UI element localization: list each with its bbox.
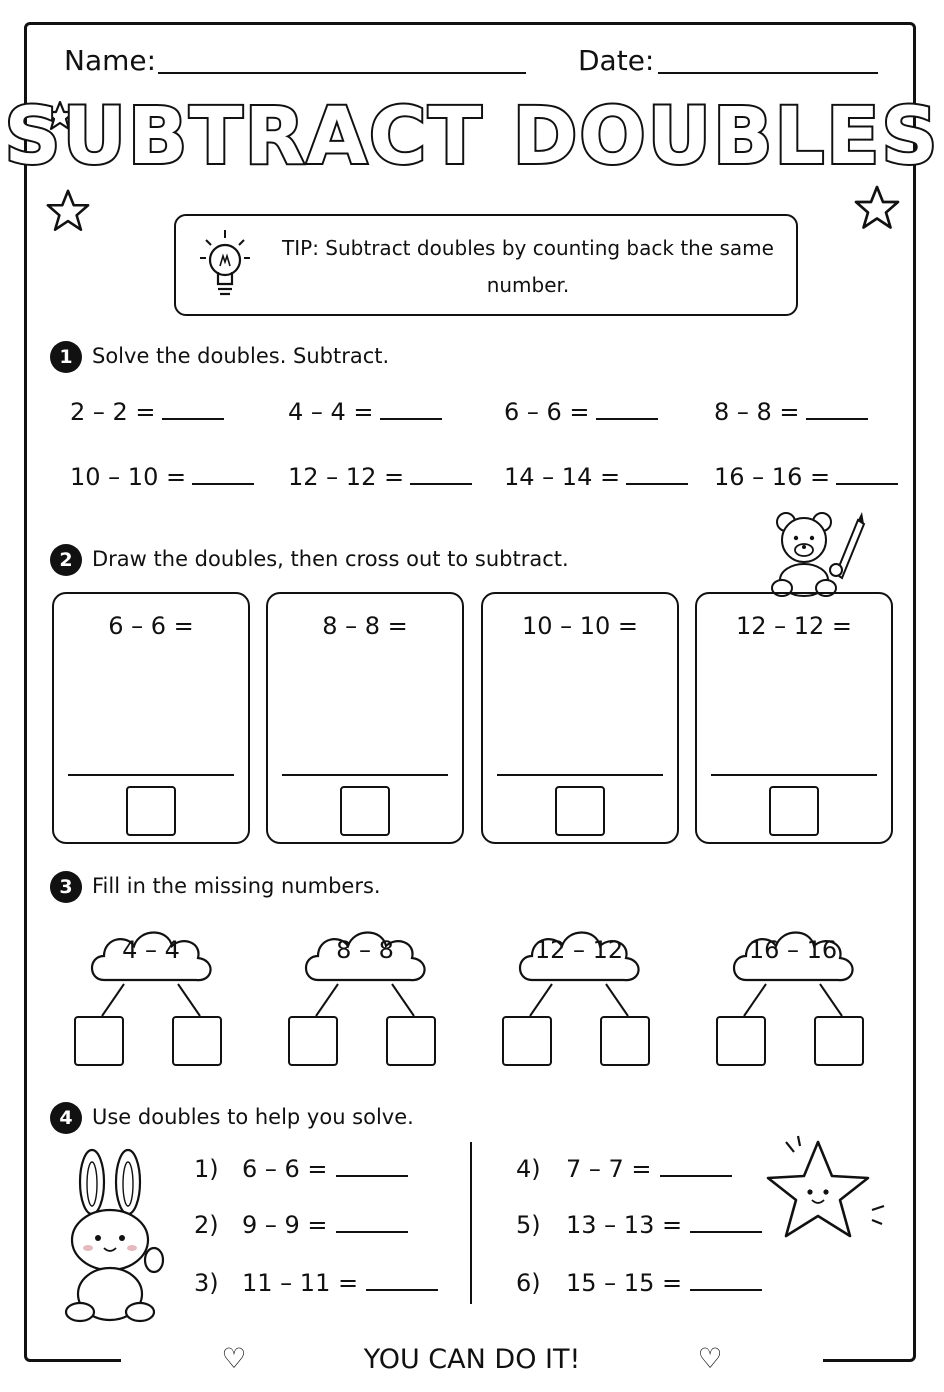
answer-box[interactable] (74, 1016, 124, 1066)
lightbulb-icon (198, 226, 252, 306)
divider (711, 774, 877, 776)
answer-blank[interactable] (192, 465, 254, 485)
bunny-icon (58, 1148, 170, 1324)
problem-item: 2 – 2 = (70, 398, 224, 426)
section-2-number: 2 (50, 544, 82, 576)
problem-item: 10 – 10 = (70, 463, 254, 491)
bond-equation: 4 – 4 (122, 936, 180, 964)
teddy-bear-icon (766, 508, 866, 600)
answer-blank[interactable] (336, 1213, 408, 1233)
date-field[interactable] (658, 72, 878, 74)
draw-card (266, 592, 464, 844)
draw-card (695, 592, 893, 844)
answer-box[interactable] (386, 1016, 436, 1066)
section-1-number: 1 (50, 341, 82, 373)
tip-box (174, 214, 798, 316)
footer-text: YOU CAN DO IT! (314, 1344, 631, 1375)
problem-item: 6 – 6 = (504, 398, 658, 426)
tip-text: TIP: Subtract doubles by counting back the same number. (282, 236, 774, 297)
footer (0, 1340, 944, 1384)
section-1-title: Solve the doubles. Subtract. (92, 344, 390, 368)
name-label: Name: (64, 44, 157, 77)
answer-box[interactable] (126, 786, 176, 836)
answer-blank[interactable] (366, 1271, 438, 1291)
answer-box[interactable] (555, 786, 605, 836)
answer-blank[interactable] (410, 465, 472, 485)
problem-item: 3) 11 – 11 = (194, 1269, 438, 1297)
column-divider (470, 1142, 472, 1304)
divider (282, 774, 448, 776)
divider (68, 774, 234, 776)
draw-card (481, 592, 679, 844)
answer-box[interactable] (172, 1016, 222, 1066)
problem-item: 6) 15 – 15 = (516, 1269, 762, 1297)
draw-card (52, 592, 250, 844)
smiling-star-icon (764, 1132, 892, 1248)
answer-blank[interactable] (162, 400, 224, 420)
problem-item: 4 – 4 = (288, 398, 442, 426)
card-equation: 12 – 12 = (735, 612, 853, 640)
answer-box[interactable] (814, 1016, 864, 1066)
heart-icon: ♡ (647, 1342, 772, 1375)
section-2-title: Draw the doubles, then cross out to subtract. (92, 547, 569, 571)
card-equation: 10 – 10 = (521, 612, 639, 640)
problem-item: 12 – 12 = (288, 463, 472, 491)
answer-box[interactable] (502, 1016, 552, 1066)
section-3-title: Fill in the missing numbers. (92, 874, 381, 898)
answer-box[interactable] (716, 1016, 766, 1066)
number-bond (708, 912, 878, 1072)
answer-blank[interactable] (836, 465, 898, 485)
problem-item: 16 – 16 = (714, 463, 898, 491)
problem-item: 5) 13 – 13 = (516, 1211, 762, 1239)
answer-blank[interactable] (806, 400, 868, 420)
problem-item: 2) 9 – 9 = (194, 1211, 408, 1239)
section-4-title: Use doubles to help you solve. (92, 1105, 414, 1129)
answer-blank[interactable] (690, 1271, 762, 1291)
problem-item: 4) 7 – 7 = (516, 1155, 732, 1183)
divider (497, 774, 663, 776)
answer-box[interactable] (340, 786, 390, 836)
problem-item: 14 – 14 = (504, 463, 688, 491)
problem-item: 8 – 8 = (714, 398, 868, 426)
card-equation: 8 – 8 = (322, 612, 408, 640)
bond-equation: 8 – 8 (336, 936, 394, 964)
answer-blank[interactable] (596, 400, 658, 420)
number-bond (494, 912, 664, 1072)
star-icon (44, 188, 92, 234)
date-label: Date: (578, 44, 655, 77)
answer-blank[interactable] (660, 1157, 732, 1177)
bond-equation: 12 – 12 (534, 936, 624, 964)
answer-blank[interactable] (690, 1213, 762, 1233)
answer-blank[interactable] (626, 465, 688, 485)
answer-box[interactable] (288, 1016, 338, 1066)
page-title: SUBTRACT DOUBLES (4, 92, 940, 182)
number-bond (66, 912, 236, 1072)
number-bond (280, 912, 450, 1072)
answer-blank[interactable] (380, 400, 442, 420)
section-4-number: 4 (50, 1102, 82, 1134)
section-3-number: 3 (50, 871, 82, 903)
footer-message (0, 1342, 944, 1375)
problem-item: 1) 6 – 6 = (194, 1155, 408, 1183)
heart-icon: ♡ (171, 1342, 296, 1375)
star-icon (852, 184, 902, 232)
answer-box[interactable] (769, 786, 819, 836)
bond-equation: 16 – 16 (748, 936, 838, 964)
name-field[interactable] (158, 72, 526, 74)
answer-blank[interactable] (336, 1157, 408, 1177)
answer-box[interactable] (600, 1016, 650, 1066)
card-equation: 6 – 6 = (108, 612, 194, 640)
